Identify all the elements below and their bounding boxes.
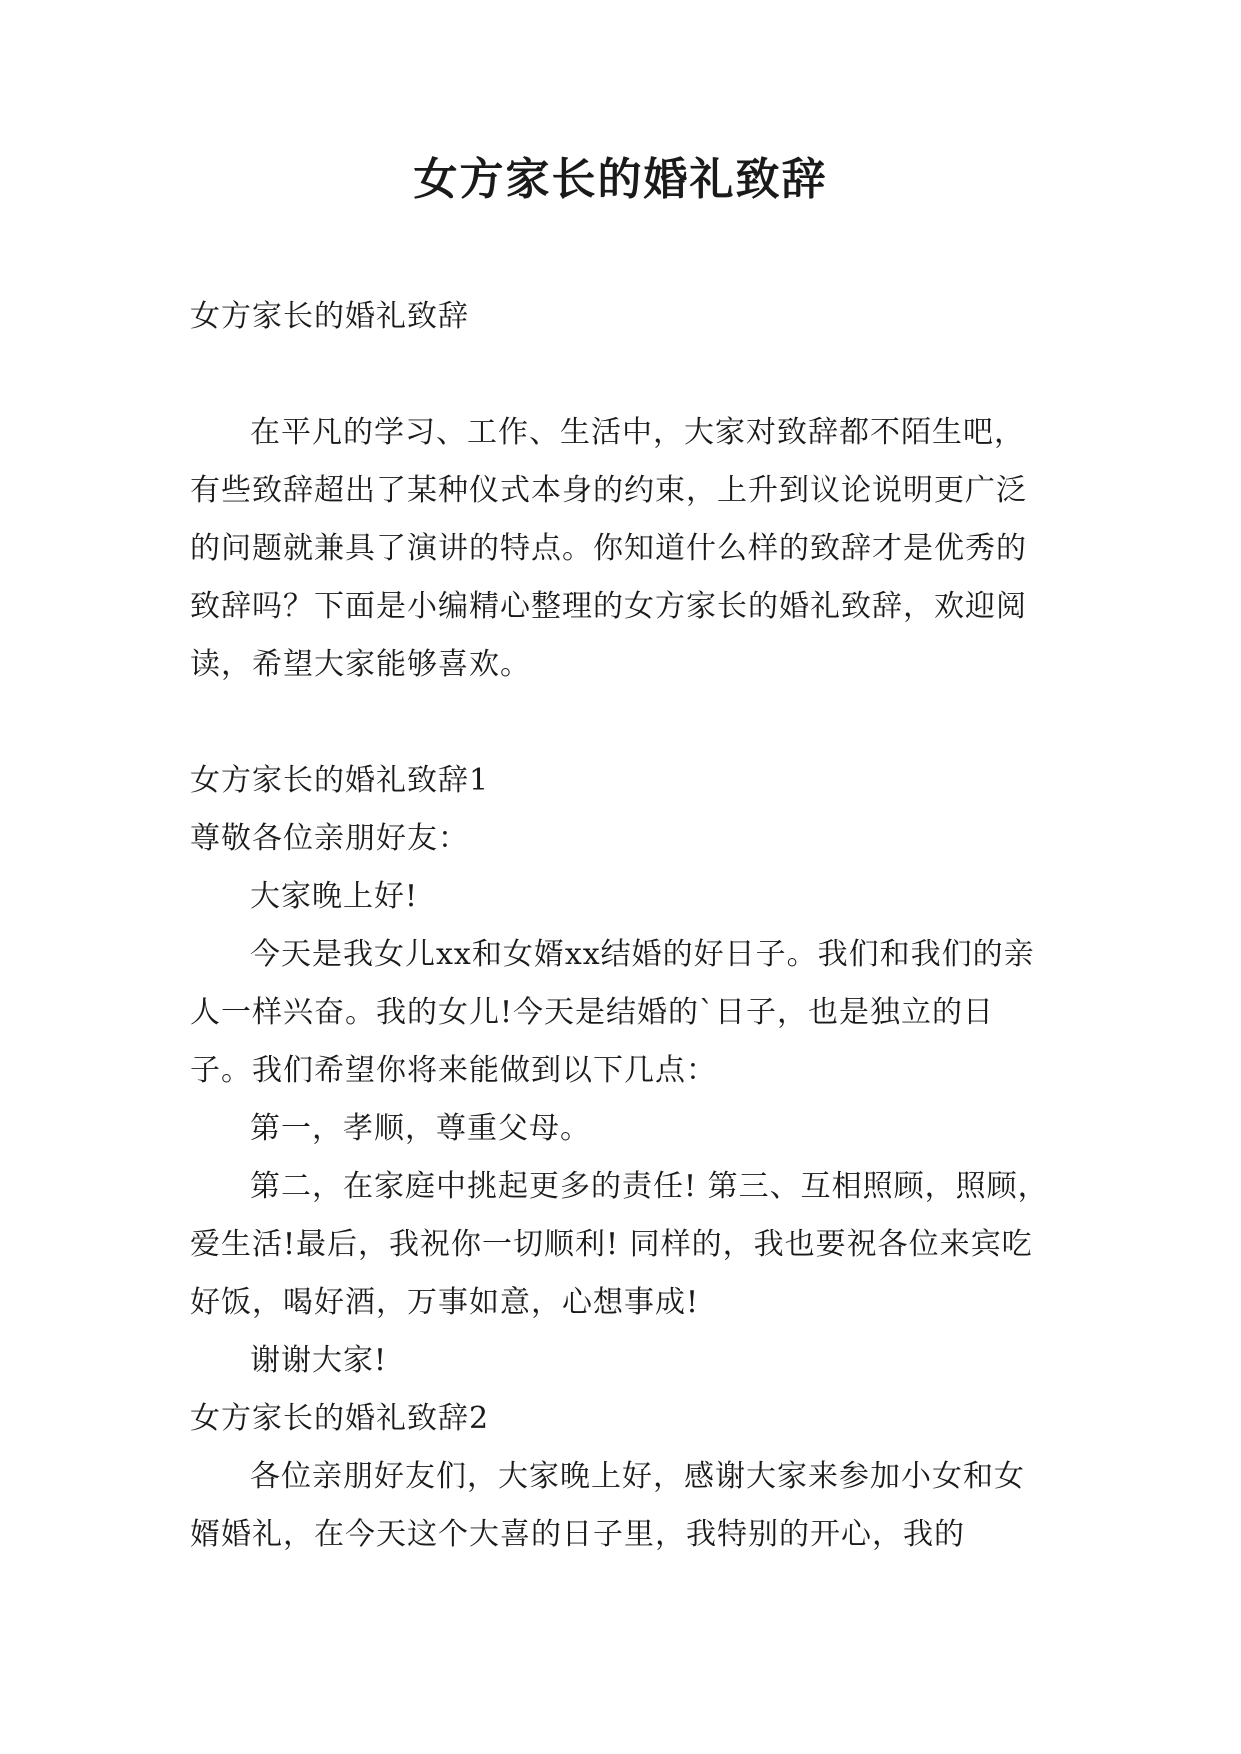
body-paragraph: 谢谢大家!	[250, 1343, 388, 1378]
document-subtitle: 女方家长的婚礼致辞	[190, 299, 469, 334]
document-title: 女方家长的婚礼致辞	[413, 154, 828, 205]
body-paragraph: 大家晚上好!	[250, 879, 419, 914]
intro-paragraph: 在平凡的学习、工作、生活中，大家对致辞都不陌生吧，有些致辞超出了某种仪式本身的约束，上升到议论说明更广泛的问题就兼具了演讲的特点。你知道什么样的致辞才是优秀的致辞吗？下面是小编精心整理的女方家长的婚礼致辞，欢迎阅读，希望大家能够喜欢。	[190, 415, 1027, 682]
body-paragraph: 第一，孝顺，尊重父母。	[250, 1111, 591, 1146]
body-paragraph: 今天是我女儿xx和女婿xx结婚的好日子。我们和我们的亲人一样兴奋。我的女儿!今天是结婚的`日子，也是独立的日子。我们希望你将来能做到以下几点：	[190, 937, 1035, 1088]
document-body	[190, 288, 1055, 1564]
section-heading: 女方家长的婚礼致辞2	[190, 1401, 490, 1436]
body-paragraph: 第二，在家庭中挑起更多的责任! 第三、互相照顾，照顾，爱生活!最后，我祝你一切顺利! 同样的，我也要祝各位来宾吃好饭，喝好酒，万事如意，心想事成!	[190, 1169, 1049, 1320]
salutation: 尊敬各位亲朋好友：	[190, 821, 469, 856]
section-heading: 女方家长的婚礼致辞1	[190, 763, 490, 798]
body-paragraph: 各位亲朋好友们，大家晚上好，感谢大家来参加小女和女婿婚礼，在今天这个大喜的日子里，我特别的开心，我的	[190, 1459, 1025, 1552]
